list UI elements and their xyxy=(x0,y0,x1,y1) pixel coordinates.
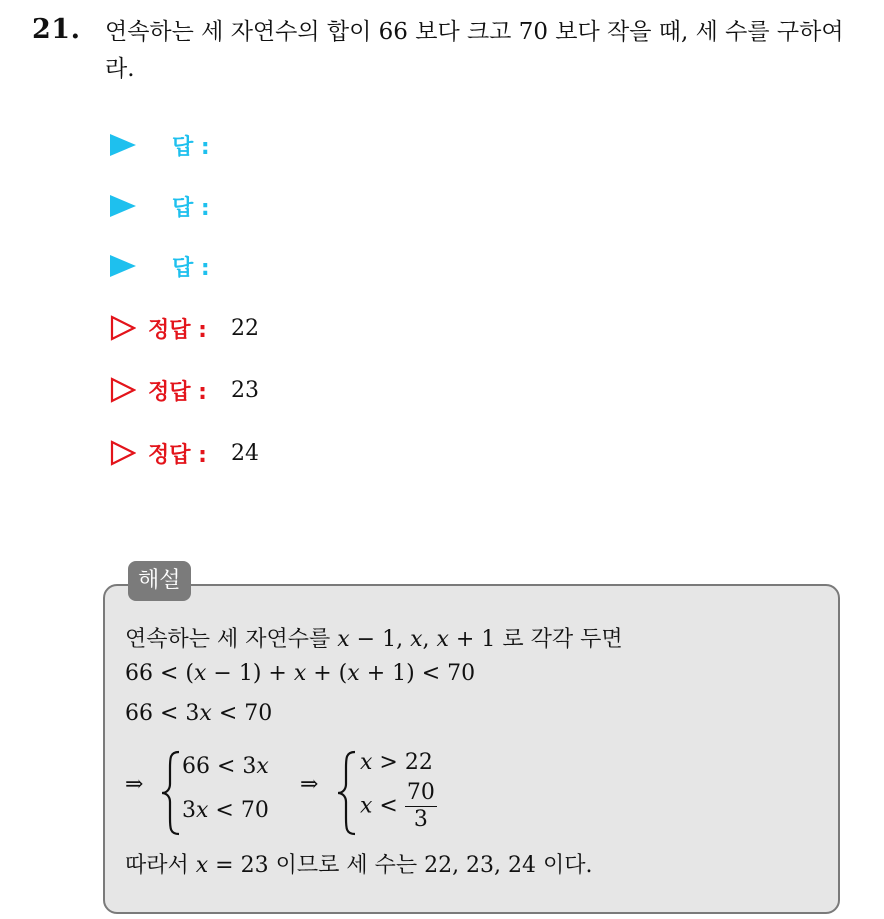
solution-conclusion: 따라서 x = 23 이므로 세 수는 22, 23, 24 이다. xyxy=(125,853,593,878)
system-1-row-2: 3x < 70 xyxy=(182,798,269,823)
system-2-row-2: x < $\frac{70}{3}$ xyxy=(360,780,435,832)
answer-row[interactable] xyxy=(110,249,210,283)
correct-answer-row xyxy=(110,436,259,470)
correct-answer-row xyxy=(110,373,259,407)
answer-label: 답 : xyxy=(172,134,210,160)
play-triangle-icon xyxy=(110,134,136,156)
outline-triangle-icon xyxy=(110,315,136,341)
answer-row[interactable] xyxy=(110,128,210,162)
answer-row[interactable] xyxy=(110,189,210,223)
implies-arrow: ⇒ xyxy=(300,772,319,797)
left-brace xyxy=(160,750,182,836)
system-2-row-1: x > 22 xyxy=(360,750,433,775)
solution-line-1: 연속하는 세 자연수를 x − 1, x, x + 1 로 각각 두면 xyxy=(125,627,623,652)
answer-label: 답 : xyxy=(172,255,210,281)
correct-value: 23 xyxy=(230,377,259,403)
question-text: 연속하는 세 자연수의 합이 66 보다 크고 70 보다 작을 때, 세 수를 구하여라. xyxy=(105,19,844,82)
solution-line-3: 66 < 3x < 70 xyxy=(125,701,273,726)
answer-label: 답 : xyxy=(172,195,210,221)
correct-value: 24 xyxy=(230,440,259,466)
implies-arrow: ⇒ xyxy=(125,772,144,797)
correct-label: 정답 : xyxy=(148,379,207,405)
system-1-row-1: 66 < 3x xyxy=(182,754,269,779)
solution-line-2: 66 < (x − 1) + x + (x + 1) < 70 xyxy=(125,661,476,686)
left-brace xyxy=(336,750,358,836)
correct-value: 22 xyxy=(230,315,259,341)
play-triangle-icon xyxy=(110,255,136,277)
correct-label: 정답 : xyxy=(148,317,207,343)
correct-label: 정답 : xyxy=(148,442,207,468)
play-triangle-icon xyxy=(110,195,136,217)
question-number: 21. xyxy=(32,14,81,45)
outline-triangle-icon xyxy=(110,377,136,403)
outline-triangle-icon xyxy=(110,440,136,466)
correct-answer-row xyxy=(110,311,259,345)
solution-tab: 해설 xyxy=(128,561,191,601)
fraction: $\frac{70}{3}$ xyxy=(406,780,435,832)
